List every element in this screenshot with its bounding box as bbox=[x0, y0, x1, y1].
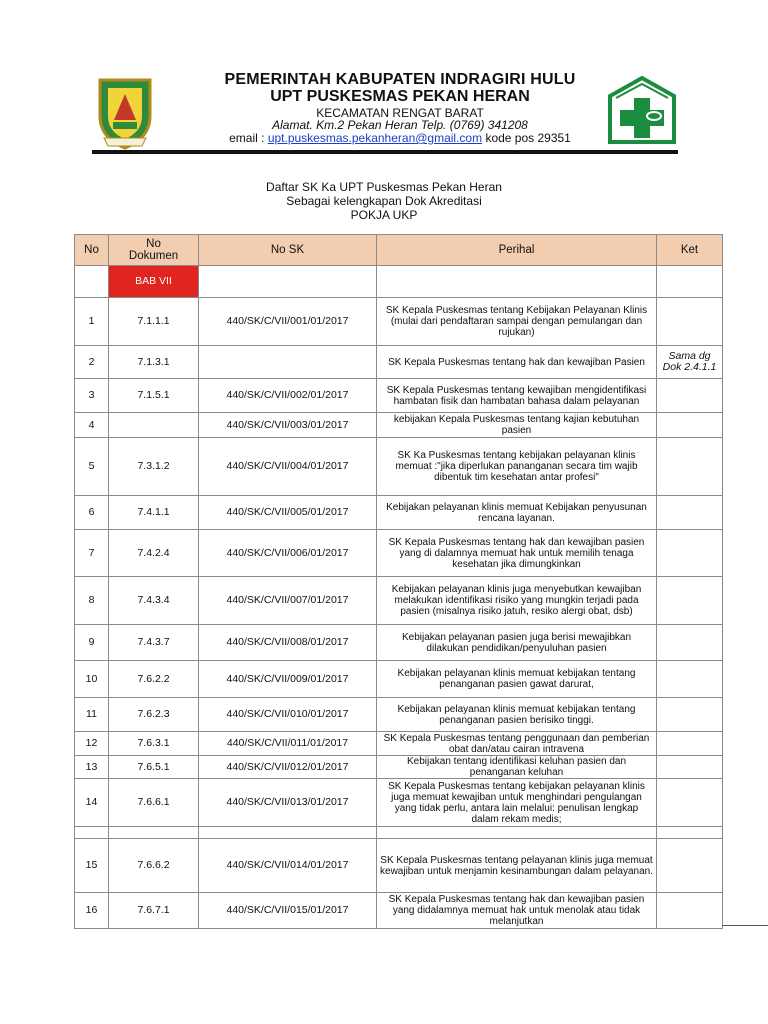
cell-dokumen bbox=[109, 413, 199, 438]
cell-ket bbox=[657, 625, 723, 661]
cell-dokumen: 7.6.2.2 bbox=[109, 661, 199, 698]
cell-no bbox=[75, 827, 109, 839]
header-puskesmas: UPT PUSKESMAS PEKAN HERAN bbox=[270, 88, 530, 105]
bab-label: BAB VII bbox=[109, 266, 199, 298]
table-row bbox=[75, 698, 723, 732]
header-kecamatan: KECAMATAN RENGAT BARAT bbox=[316, 106, 484, 120]
table-row bbox=[75, 346, 723, 379]
cell-perihal: SK Kepala Puskesmas tentang pelayanan klinis juga memuat kewajiban untuk menjamin kesinambungan dalam pelayanan. bbox=[377, 839, 657, 893]
cell-perihal: Kebijakan pelayanan pasien juga berisi mewajibkan dilakukan pendidikan/penyuluhan pasien bbox=[377, 625, 657, 661]
col-no-sk: No SK bbox=[199, 235, 377, 266]
cell-no: 11 bbox=[75, 698, 109, 732]
table-row bbox=[75, 661, 723, 698]
cell-ket bbox=[657, 893, 723, 929]
table-row bbox=[75, 530, 723, 577]
doc-pokja: POKJA UKP bbox=[350, 208, 418, 222]
cell-perihal: Kebijakan pelayanan klinis memuat Kebijakan penyusunan rencana layanan. bbox=[377, 496, 657, 530]
cell-no-sk: 440/SK/C/VII/001/01/2017 bbox=[199, 298, 377, 346]
bab-row bbox=[75, 266, 723, 298]
cell-perihal: Kebijakan pelayanan klinis juga menyebutkan kewajiban melakukan identifikasi risiko yang mungkin terjadi pada pasien (misalnya risiko jatuh, resiko alergi obat, dsb) bbox=[377, 577, 657, 625]
table-row bbox=[75, 577, 723, 625]
cell-dokumen: 7.1.5.1 bbox=[109, 379, 199, 413]
cell-dokumen: 7.3.1.2 bbox=[109, 438, 199, 496]
doc-subtitle: Sebagai kelengkapan Dok Akreditasi bbox=[286, 194, 482, 208]
cell-perihal: Kebijakan tentang identifikasi keluhan pasien dan penanganan keluhan bbox=[377, 756, 657, 779]
regency-crest-icon bbox=[96, 76, 154, 150]
postcode: kode pos 29351 bbox=[482, 131, 571, 145]
cell-ket bbox=[657, 839, 723, 893]
cell-no-sk: 440/SK/C/VII/007/01/2017 bbox=[199, 577, 377, 625]
header-government: PEMERINTAH KABUPATEN INDRAGIRI HULU bbox=[224, 71, 576, 88]
table-row bbox=[75, 438, 723, 496]
cell-no: 7 bbox=[75, 530, 109, 577]
cell-perihal: Kebijakan pelayanan klinis memuat kebijakan tentang penanganan pasien gawat darurat, bbox=[377, 661, 657, 698]
cell-no-sk: 440/SK/C/VII/009/01/2017 bbox=[199, 661, 377, 698]
cell-ket bbox=[657, 438, 723, 496]
table-row bbox=[75, 413, 723, 438]
cell-no: 12 bbox=[75, 732, 109, 756]
cell-ket bbox=[657, 298, 723, 346]
cell-perihal bbox=[377, 827, 657, 839]
cell-no-sk: 440/SK/C/VII/015/01/2017 bbox=[199, 893, 377, 929]
cell-no: 10 bbox=[75, 661, 109, 698]
cell-no: 6 bbox=[75, 496, 109, 530]
cell-no-sk: 440/SK/C/VII/004/01/2017 bbox=[199, 438, 377, 496]
cell-ket bbox=[657, 379, 723, 413]
cell-no-sk: 440/SK/C/VII/010/01/2017 bbox=[199, 698, 377, 732]
table-row bbox=[75, 298, 723, 346]
table-row bbox=[75, 379, 723, 413]
email-link[interactable]: upt.puskesmas.pekanheran@gmail.com bbox=[267, 131, 483, 145]
cell-no-sk bbox=[199, 346, 377, 379]
cell-no: 14 bbox=[75, 779, 109, 827]
cell-no: 2 bbox=[75, 346, 109, 379]
cell-perihal: SK Kepala Puskesmas tentang penggunaan dan pemberian obat dan/atau cairan intravena bbox=[377, 732, 657, 756]
cell-dokumen: 7.6.6.2 bbox=[109, 839, 199, 893]
cell-perihal: SK Kepala Puskesmas tentang hak dan kewajiban Pasien bbox=[377, 346, 657, 379]
cell-dokumen: 7.1.3.1 bbox=[109, 346, 199, 379]
cell-no-sk: 440/SK/C/VII/012/01/2017 bbox=[199, 756, 377, 779]
cell-no-sk: 440/SK/C/VII/002/01/2017 bbox=[199, 379, 377, 413]
cell-perihal: SK Kepala Puskesmas tentang hak dan kewajiban pasien yang didalamnya memuat hak untuk menolak atau tidak melanjutkan bbox=[377, 893, 657, 929]
header-contact bbox=[160, 131, 640, 145]
cell-no-sk: 440/SK/C/VII/011/01/2017 bbox=[199, 732, 377, 756]
header-address: Alamat. Km.2 Pekan Heran Telp. (0769) 341208 bbox=[272, 118, 528, 132]
table-row bbox=[75, 839, 723, 893]
cell-no-sk: 440/SK/C/VII/013/01/2017 bbox=[199, 779, 377, 827]
header-divider bbox=[92, 150, 678, 154]
cell-no: 1 bbox=[75, 298, 109, 346]
cell-no-sk: 440/SK/C/VII/006/01/2017 bbox=[199, 530, 377, 577]
cell-dokumen: 7.4.3.7 bbox=[109, 625, 199, 661]
cell-ket bbox=[657, 496, 723, 530]
cell-ket bbox=[657, 413, 723, 438]
cell-no: 8 bbox=[75, 577, 109, 625]
email-prefix: email : bbox=[229, 131, 268, 145]
table-row bbox=[75, 779, 723, 827]
table-row bbox=[75, 893, 723, 929]
table-row bbox=[75, 496, 723, 530]
cell-no: 3 bbox=[75, 379, 109, 413]
cell-no: 9 bbox=[75, 625, 109, 661]
cell-no-sk: 440/SK/C/VII/003/01/2017 bbox=[199, 413, 377, 438]
cell-dokumen: 7.4.2.4 bbox=[109, 530, 199, 577]
cell-perihal: SK Kepala Puskesmas tentang Kebijakan Pelayanan Klinis (mulai dari pendaftaran sampai dengan pemulangan dan rujukan) bbox=[377, 298, 657, 346]
col-dokumen-line2: Dokumen bbox=[128, 250, 179, 262]
cell-perihal: kebijakan Kepala Puskesmas tentang kajian kebutuhan pasien bbox=[377, 413, 657, 438]
col-ket: Ket bbox=[657, 235, 723, 266]
cell-no-sk: 440/SK/C/VII/005/01/2017 bbox=[199, 496, 377, 530]
col-perihal: Perihal bbox=[377, 235, 657, 266]
cell-no: 4 bbox=[75, 413, 109, 438]
col-dokumen bbox=[109, 235, 199, 266]
cell-no-sk: 440/SK/C/VII/014/01/2017 bbox=[199, 839, 377, 893]
cell-dokumen: 7.6.3.1 bbox=[109, 732, 199, 756]
cell-ket bbox=[657, 827, 723, 839]
cell-perihal: SK Kepala Puskesmas tentang kebijakan pelayanan klinis juga memuat kewajiban untuk menghindari pengulangan yang tidak perlu, antara lain melalui: penulisan lengkap dalam rekam medis; bbox=[377, 779, 657, 827]
cell-ket bbox=[657, 698, 723, 732]
cell-ket bbox=[657, 661, 723, 698]
cell-dokumen: 7.6.5.1 bbox=[109, 756, 199, 779]
col-no: No bbox=[75, 235, 109, 266]
cell-ket: Sama dg Dok 2.4.1.1 bbox=[657, 346, 723, 379]
cell-no: 16 bbox=[75, 893, 109, 929]
cell-no: 13 bbox=[75, 756, 109, 779]
cell-no: 15 bbox=[75, 839, 109, 893]
cell-dokumen: 7.1.1.1 bbox=[109, 298, 199, 346]
cell-dokumen: 7.4.1.1 bbox=[109, 496, 199, 530]
col-dokumen-line1: No bbox=[146, 238, 161, 250]
cell-dokumen: 7.6.2.3 bbox=[109, 698, 199, 732]
cell-ket bbox=[657, 530, 723, 577]
cell-dokumen: 7.6.6.1 bbox=[109, 779, 199, 827]
table-row bbox=[75, 732, 723, 756]
cell-perihal: SK Ka Puskesmas tentang kebijakan pelayanan klinis memuat :"jika diperlukan pananganan secara tim wajib dibentuk tim kesehatan antar profesi" bbox=[377, 438, 657, 496]
cell-ket bbox=[657, 732, 723, 756]
cell-dokumen: 7.6.7.1 bbox=[109, 893, 199, 929]
table-row bbox=[75, 756, 723, 779]
cell-ket bbox=[657, 756, 723, 779]
table-edge-line bbox=[722, 925, 768, 926]
table-row bbox=[75, 625, 723, 661]
cell-no-sk bbox=[199, 827, 377, 839]
cell-dokumen bbox=[109, 827, 199, 839]
cell-ket bbox=[657, 779, 723, 827]
sk-table bbox=[74, 234, 723, 929]
cell-perihal: Kebijakan pelayanan klinis memuat kebijakan tentang penanganan pasien berisiko tinggi. bbox=[377, 698, 657, 732]
cell-perihal: SK Kepala Puskesmas tentang kewajiban mengidentifikasi hambatan fisik dan hambatan bahasa dalam pelayanan bbox=[377, 379, 657, 413]
cell-ket bbox=[657, 577, 723, 625]
table-header-row bbox=[75, 235, 723, 266]
doc-title: Daftar SK Ka UPT Puskesmas Pekan Heran bbox=[266, 180, 502, 194]
cell-perihal: SK Kepala Puskesmas tentang hak dan kewajiban pasien yang di dalamnya memuat hak untuk memilih tenaga kesehatan jika dimungkinkan bbox=[377, 530, 657, 577]
cell-no-sk: 440/SK/C/VII/008/01/2017 bbox=[199, 625, 377, 661]
table-row bbox=[75, 827, 723, 839]
cell-no: 5 bbox=[75, 438, 109, 496]
cell-dokumen: 7.4.3.4 bbox=[109, 577, 199, 625]
